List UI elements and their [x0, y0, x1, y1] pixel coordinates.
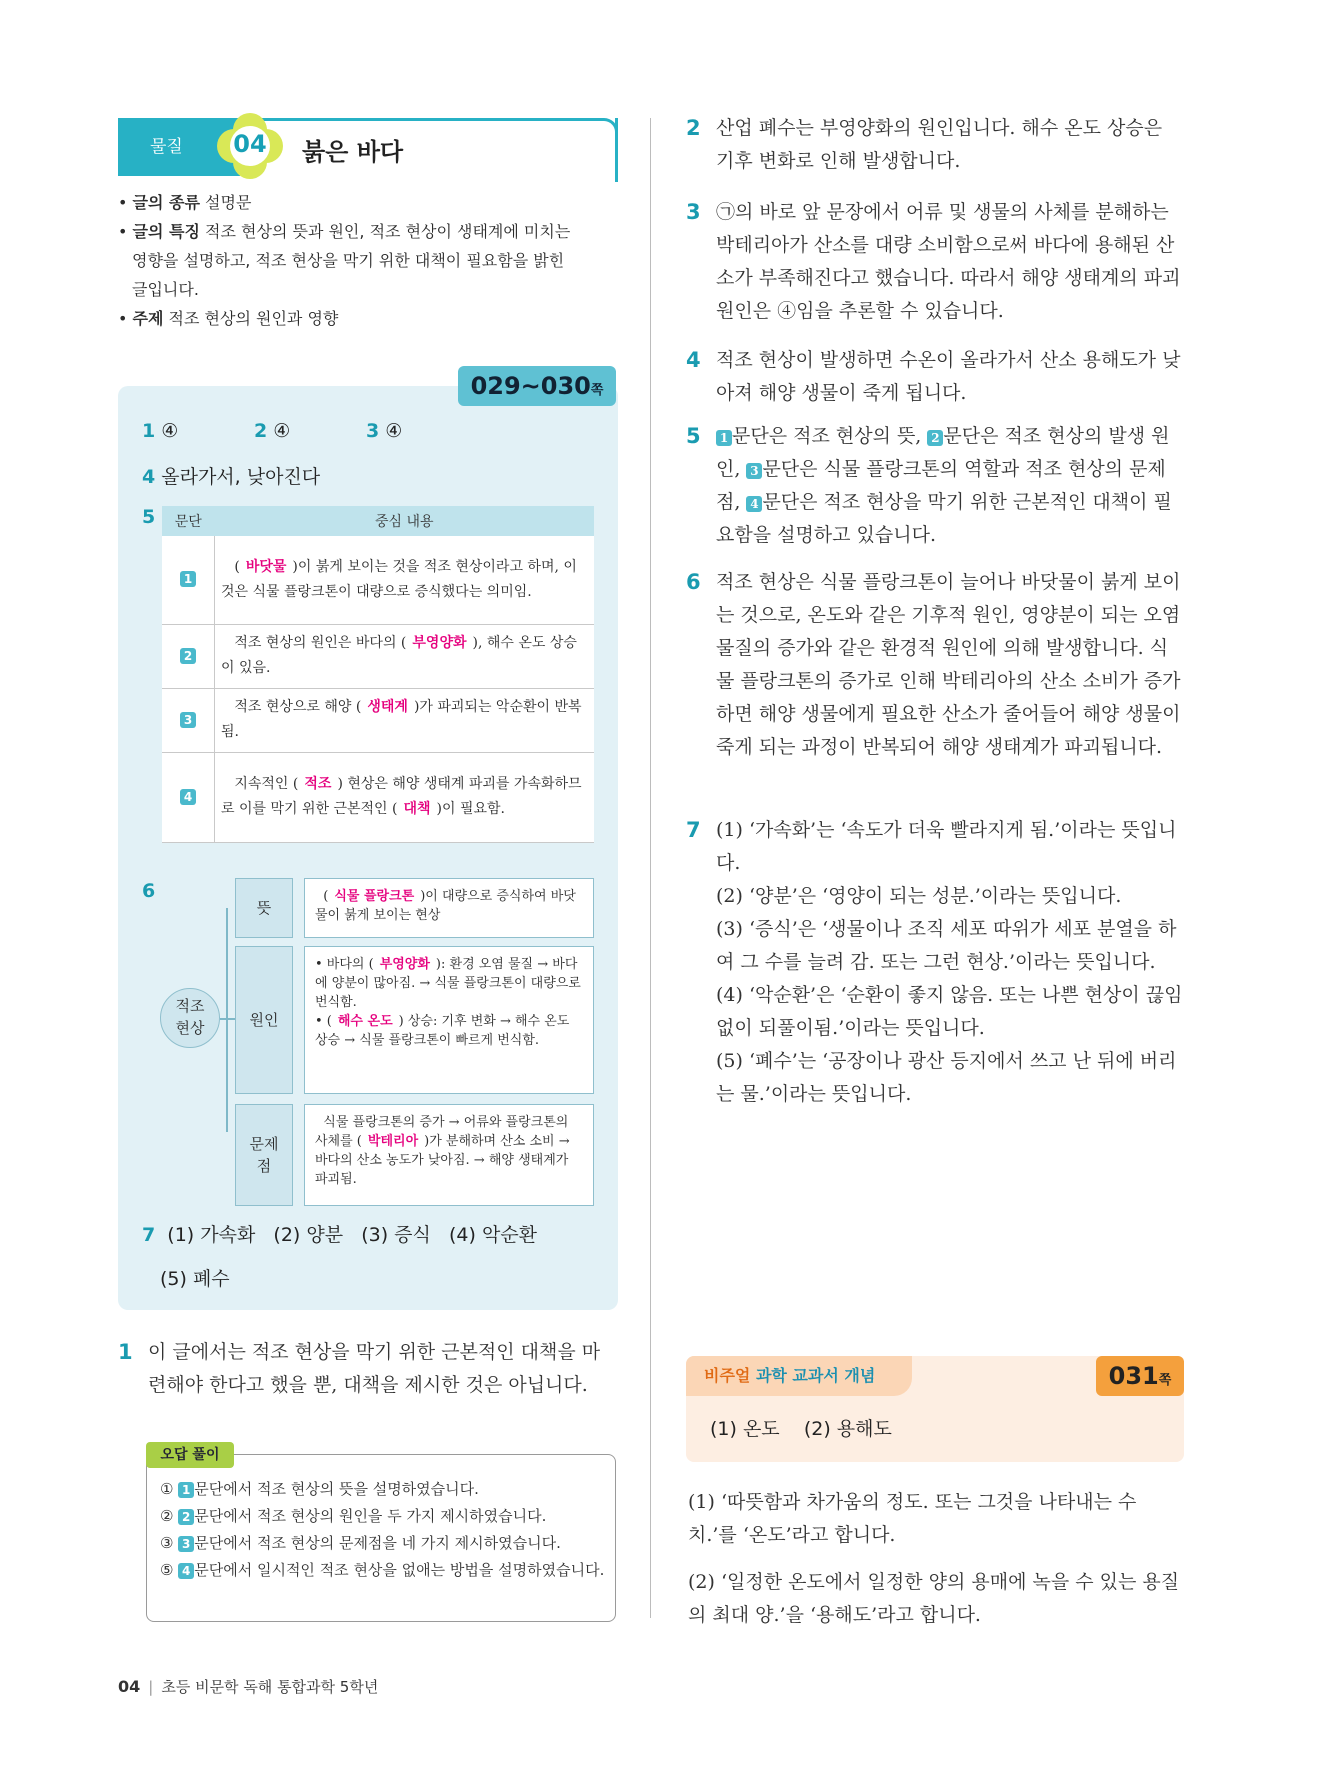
row-content: 적조 현상의 원인은 바다의 ( 부영양화 ), 해수 온도 상승이 있음.	[215, 624, 595, 688]
explanation-6: 6 적조 현상은 식물 플랑크톤이 늘어나 바닷물이 붉게 보이는 것으로, 온도와 같은 기후적 원인, 영양분이 되는 오염 물질의 증가와 같은 환경적 원인에 의해 발생합니다. 식물 플랑크톤의 증가로 인해 박테리아의 산소 소비가 증가하면 해양 생물에게 필요한 산소가 줄어들어 해양 생물이 죽게 되는 과정이 반복되어 해양 생태계가 파괴됩니다.	[686, 570, 1181, 758]
paragraph-chip: 4	[180, 789, 196, 805]
visual-page-badge: 031쪽	[1096, 1356, 1184, 1396]
genre-value: 설명문	[205, 193, 252, 212]
theme-value: 적조 현상의 원인과 영향	[168, 309, 339, 328]
answer-6-number: 6	[142, 880, 156, 902]
explanation-5: 5 1 문단은 적조 현상의 뜻, 2 문단은 적조 현상의 발생 원인, 3 문단은 식물 플랑크톤의 역할과 적조 현상의 문제점, 4 문단은 적조 현상을 막기 위한 근본적인 대책이 필요함을 설명하고 있습니다.	[686, 424, 1172, 546]
genre-label: 글의 종류	[132, 193, 200, 212]
table-header-paragraph: 문단	[162, 506, 215, 536]
e7-item-3: (3) ‘증식’은 ‘생물이나 조직 세포 따위가 세포 분열을 하여 그 수를 늘려 감. 또는 그런 현상.’이라는 뜻입니다.	[716, 918, 1177, 973]
explanation-7: 7 (1) ‘가속화’는 ‘속도가 더욱 빨라지게 됨.’이라는 뜻입니다. (2) ‘양분’은 ‘영양이 되는 성분.’이라는 뜻입니다. (3) ‘증식’은 ‘생물이나 조직 세포 따위가 세포 분열을 하여 그 수를 늘려 감. 또는 그런 현상.’이라는 뜻입니다. (4) ‘악순환’은 ‘순환이 좋지 않음. 또는 나쁜 현상이 끊임없이 되풀이됨.’이라는 뜻입니다. (5) ‘폐수’는 ‘공장이나 광산 등지에서 쓰고 난 뒤에 버리는 물.’이라는 뜻입니다.	[716, 814, 1186, 1111]
diagram-category-problem: 문제 점	[235, 1104, 293, 1206]
diagram-root: 적조 현상	[160, 988, 220, 1048]
diagram-box-problem: 식물 플랑크톤의 증가 → 어류와 플랑크톤의 사체를 ( 박테리아 )가 분해하며 산소 소비 → 바다의 산소 농도가 낮아짐. → 해양 생태계가 파괴됨.	[304, 1104, 594, 1206]
table-row	[162, 624, 594, 688]
visual-explanation-2: (2) ‘일정한 온도에서 일정한 양의 용매에 녹을 수 있는 용질의 최대 양.’을 ‘용해도’라고 합니다.	[688, 1571, 1180, 1626]
table-row	[162, 752, 594, 842]
row-content: 적조 현상으로 해양 ( 생태계 )가 파괴되는 악순환이 반복됨.	[215, 688, 595, 752]
paragraph-chip: 1	[180, 571, 196, 587]
diagram-category-meaning: 뜻	[235, 878, 293, 938]
header-frame-end	[615, 118, 618, 182]
paragraph-chip: 2	[180, 648, 196, 664]
paragraph-chip: 3	[180, 712, 196, 728]
explanation-3: 3 ㉠의 바로 앞 문장에서 어류 및 생물의 사체를 분해하는 박테리아가 산소를 대량 소비함으로써 바다에 용해된 산소가 부족해진다고 했습니다. 따라서 해양 생태계의 파괴 원인은 ④임을 추론할 수 있습니다.	[686, 200, 1181, 322]
list-item: ① 1 문단에서 적조 현상의 뜻을 설명하였습니다.	[160, 1480, 479, 1498]
explanation-2: 2 산업 폐수는 부영양화의 원인입니다. 해수 온도 상승은 기후 변화로 인해 발생합니다.	[686, 116, 1163, 172]
answer-4: 4 올라가서, 낮아진다	[142, 466, 321, 488]
table-row	[162, 688, 594, 752]
answer-2: 2 ④	[254, 420, 291, 442]
explanation-4: 4 적조 현상이 발생하면 수온이 올라가서 산소 용해도가 낮아져 해양 생물이 죽게 됩니다.	[686, 348, 1181, 404]
table-row	[162, 536, 594, 624]
book-title: 초등 비문학 독해 통합과학 5학년	[161, 1678, 379, 1696]
answer-3: 3 ④	[366, 420, 403, 442]
page-badge: 029~030쪽	[458, 366, 616, 406]
feature-label: 글의 특징	[132, 222, 200, 241]
diagram-category-cause: 원인	[235, 946, 293, 1094]
visual-concept-label: 비주얼 과학 교과서 개념	[686, 1356, 912, 1396]
row-content: 지속적인 ( 적조 ) 현상은 해양 생태계 파괴를 가속화하므로 이를 막기 위한 근본적인 ( 대책 )이 필요함.	[215, 752, 595, 842]
diagram-box-meaning: ( 식물 플랑크톤 )이 대량으로 증식하여 바닷물이 붉게 보이는 현상	[304, 878, 594, 938]
table-header-content: 중심 내용	[215, 506, 595, 536]
answer-7: 7 (1) 가속화 (2) 양분 (3) 증식 (4) 악순환	[142, 1224, 538, 1246]
explanation-1: 1 이 글에서는 적조 현상을 막기 위한 근본적인 대책을 마련해야 한다고 했을 뿐, 대책을 제시한 것은 아닙니다.	[118, 1340, 601, 1396]
feature-line-2: 영향을 설명하고, 적조 현상을 막기 위한 대책이 필요함을 밝힌	[132, 251, 565, 270]
feature-line-1: 적조 현상의 뜻과 원인, 적조 현상이 생태계에 미치는	[205, 222, 571, 241]
section-header	[118, 118, 618, 186]
column-divider	[650, 118, 651, 1618]
e7-item-5: (5) ‘폐수’는 ‘공장이나 광산 등지에서 쓰고 난 뒤에 버리는 물.’이라는 뜻입니다.	[716, 1050, 1177, 1105]
page-number: 04	[118, 1677, 141, 1696]
list-item: ② 2 문단에서 적조 현상의 원인을 두 가지 제시하였습니다.	[160, 1507, 547, 1525]
paragraph-table	[162, 506, 594, 843]
page-footer: 04 | 초등 비문학 독해 통합과학 5학년	[118, 1677, 379, 1696]
answer-1: 1 ④	[142, 420, 179, 442]
subject-tag: 물질	[118, 118, 240, 176]
diagram-connector	[226, 908, 228, 1132]
row-content: ( 바닷물 )이 붉게 보이는 것을 적조 현상이라고 하며, 이것은 식물 플랑크톤이 대량으로 증식했다는 의미임.	[215, 536, 595, 624]
section-number: 04	[233, 130, 267, 158]
e7-item-1: (1) ‘가속화’는 ‘속도가 더욱 빨라지게 됨.’이라는 뜻입니다.	[716, 819, 1177, 874]
answer-7-5: (5) 폐수	[160, 1268, 230, 1290]
diagram-box-cause: • 바다의 ( 부영양화 ): 환경 오염 물질 → 바다에 양분이 많아짐. → 식물 플랑크톤이 대량으로 번식함. • ( 해수 온도 ) 상승: 기후 변화 → 해수 온도 상승 → 식물 플랑크톤이 빠르게 번식함.	[304, 946, 594, 1094]
text-info: • 글의 종류 설명문 • 글의 특징 적조 현상의 뜻과 원인, 적조 현상이 생태계에 미치는 영향을 설명하고, 적조 현상을 막기 위한 대책이 필요함을 밝힌 글입니다. • 주제 적조 현상의 원인과 영향	[118, 188, 623, 333]
visual-explanation-1: (1) ‘따뜻함과 차가움의 정도. 또는 그것을 나타내는 수치.’를 ‘온도’라고 합니다.	[688, 1491, 1137, 1546]
e7-item-2: (2) ‘양분’은 ‘영양이 되는 성분.’이라는 뜻입니다.	[716, 885, 1122, 907]
theme-label: 주제	[132, 309, 164, 328]
wrong-answer-list	[160, 1476, 610, 1584]
feature-line-3: 글입니다.	[132, 280, 199, 299]
e7-item-4: (4) ‘악순환’은 ‘순환이 좋지 않음. 또는 나쁜 현상이 끊임없이 되풀이됨.’이라는 뜻입니다.	[716, 984, 1183, 1039]
list-item: ③ 3 문단에서 적조 현상의 문제점을 네 가지 제시하였습니다.	[160, 1534, 561, 1552]
answer-5-number: 5	[142, 506, 156, 528]
wrong-answer-label: 오답 풀이	[146, 1442, 234, 1468]
page-title: 붉은 바다	[302, 138, 404, 166]
list-item: ⑤ 4 문단에서 일시적인 적조 현상을 없애는 방법을 설명하였습니다.	[160, 1561, 605, 1579]
visual-answers: (1) 온도 (2) 용해도	[710, 1418, 892, 1440]
visual-concept-box	[686, 1356, 1184, 1462]
